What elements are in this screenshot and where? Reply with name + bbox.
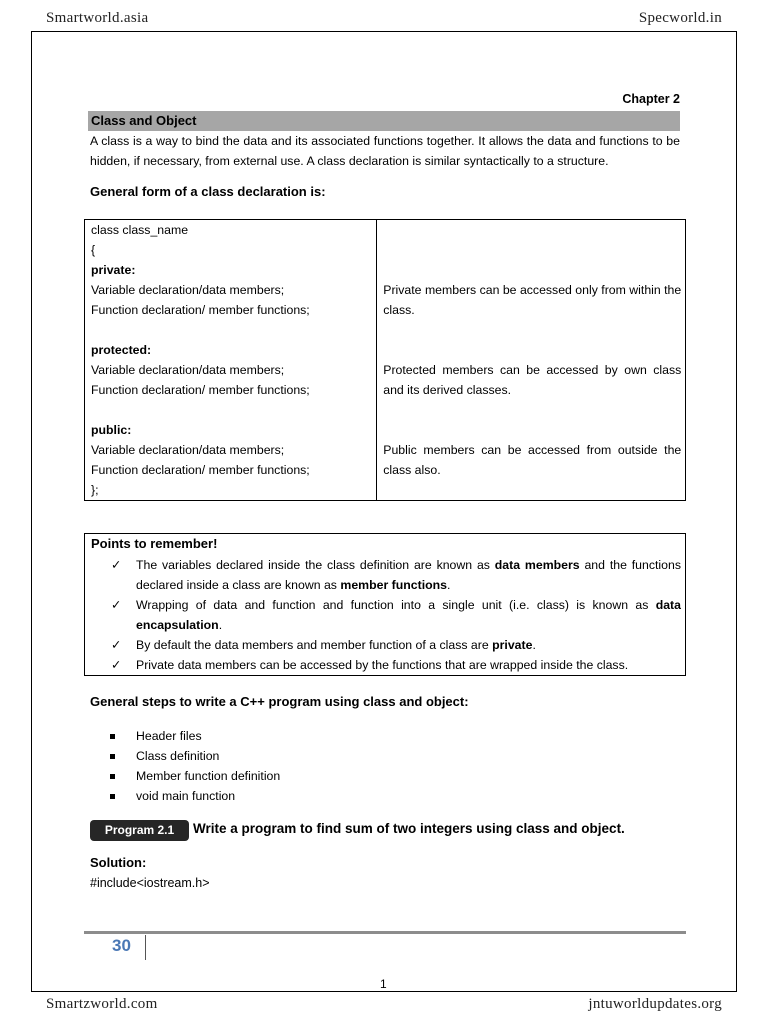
list-item: Header files	[110, 726, 280, 746]
syntax-open-brace: {	[91, 243, 96, 257]
list-item: void main function	[110, 786, 280, 806]
points-box	[84, 533, 686, 676]
steps-heading: General steps to write a C++ program using class and object:	[90, 694, 469, 709]
class-declaration-table	[84, 219, 686, 501]
syntax-private-label: private:	[91, 263, 136, 277]
point-item: ✓ Wrapping of data and function and function into a single unit (i.e. class) is known as data encapsulation.	[111, 595, 681, 635]
check-icon: ✓	[111, 658, 122, 672]
check-icon: ✓	[111, 558, 122, 572]
point-item: ✓ By default the data members and member function of a class are private.	[111, 635, 681, 655]
page-frame	[31, 31, 737, 992]
syntax-close-brace: };	[91, 483, 99, 497]
chapter-label: Chapter 2	[622, 92, 680, 106]
check-icon: ✓	[111, 598, 122, 612]
bullet-icon	[110, 774, 115, 779]
watermark-top-right: Specworld.in	[638, 10, 722, 26]
bullet-icon	[110, 794, 115, 799]
program-title: Write a program to find sum of two integers using class and object.	[193, 821, 625, 836]
point-item: ✓ The variables declared inside the class definition are known as data members and the functions declared inside a class are known as member functions.	[111, 555, 681, 595]
list-item: Class definition	[110, 746, 280, 766]
code-line: #include<iostream.h>	[90, 876, 210, 890]
watermark-bottom-right: jntuworldupdates.org	[588, 996, 722, 1012]
list-item: Member function definition	[110, 766, 280, 786]
check-icon: ✓	[111, 638, 122, 652]
intro-paragraph: A class is a way to bind the data and its associated functions together. It allows the data and functions to be hidden, if necessary, from external use. A class declaration is similar syntactically to a structure.	[90, 134, 680, 168]
footer-number: 1	[380, 977, 387, 991]
page-number-divider	[145, 935, 146, 960]
syntax-protected-var: Variable declaration/data members;	[91, 363, 285, 377]
steps-list	[110, 726, 280, 806]
syntax-public-func: Function declaration/ member functions;	[91, 463, 310, 477]
general-form-heading: General form of a class declaration is:	[90, 184, 326, 199]
page-number: 30	[112, 936, 131, 955]
program-badge: Program 2.1	[90, 820, 189, 841]
class-syntax-cell	[85, 220, 377, 501]
bullet-icon	[110, 734, 115, 739]
footer-rule	[84, 931, 686, 934]
public-description: Public members can be accessed from outside the class also.	[383, 443, 682, 477]
protected-description: Protected members can be accessed by own class and its derived classes.	[383, 363, 682, 397]
private-description: Private members can be accessed only from within the class.	[383, 283, 682, 317]
watermark-bottom-left: Smartzworld.com	[46, 996, 158, 1012]
solution-label: Solution:	[90, 855, 147, 870]
watermark-top-left: Smartworld.asia	[46, 10, 149, 26]
point-item: ✓ Private data members can be accessed by the functions that are wrapped inside the class.	[111, 655, 681, 675]
syntax-protected-func: Function declaration/ member functions;	[91, 383, 310, 397]
syntax-private-var: Variable declaration/data members;	[91, 283, 285, 297]
syntax-class-line: class class_name	[91, 223, 189, 237]
section-title: Class and Object	[88, 111, 680, 131]
points-title: Points to remember!	[91, 536, 218, 551]
syntax-public-label: public:	[91, 423, 132, 437]
syntax-public-var: Variable declaration/data members;	[91, 443, 285, 457]
class-description-cell	[377, 220, 686, 501]
syntax-private-func: Function declaration/ member functions;	[91, 303, 310, 317]
bullet-icon	[110, 754, 115, 759]
syntax-protected-label: protected:	[91, 343, 152, 357]
